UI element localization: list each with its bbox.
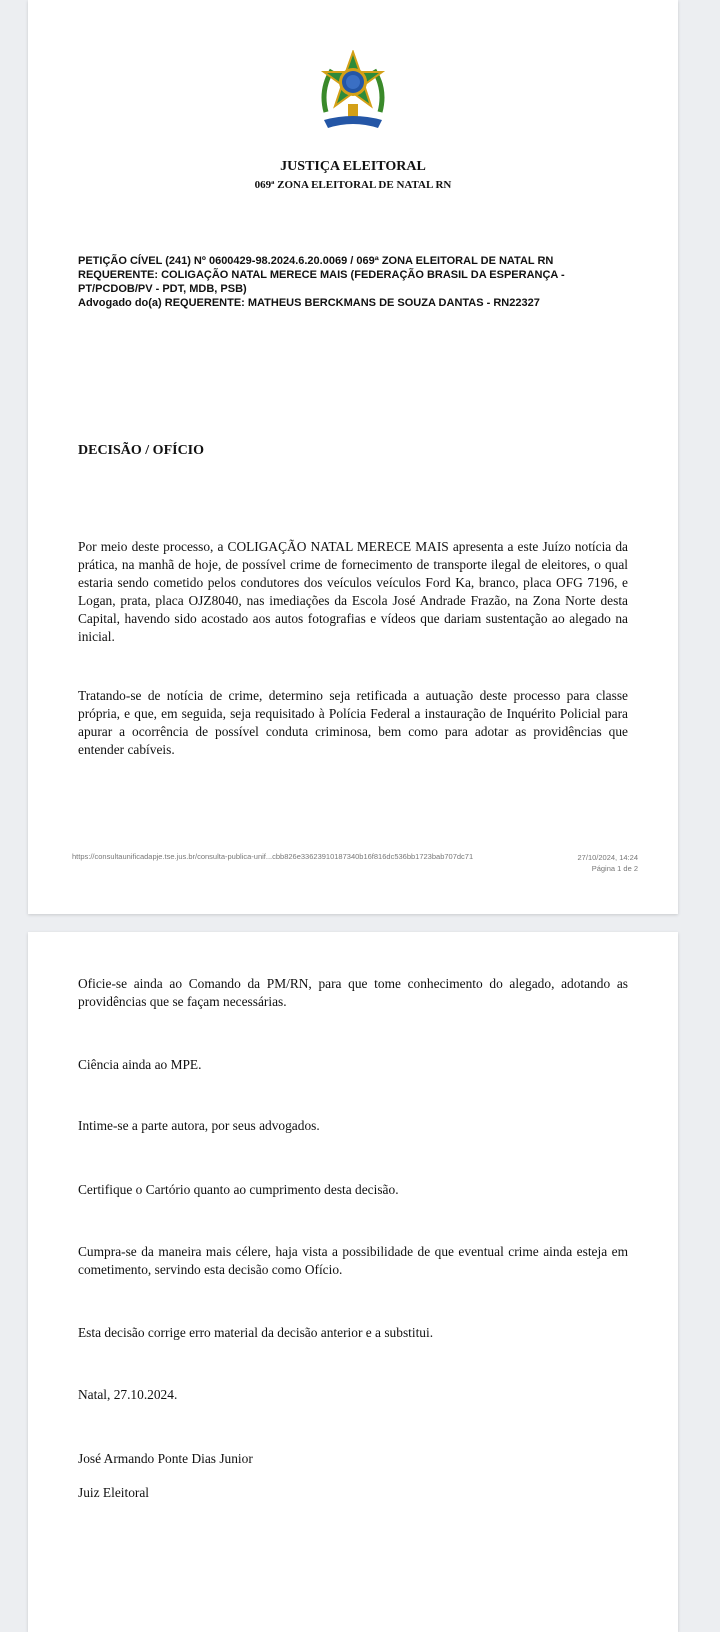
brazil-coat-of-arms-icon: [318, 50, 388, 134]
paragraph: Ciência ainda ao MPE.: [78, 1057, 202, 1072]
court-heading: [28, 159, 678, 191]
court-name: JUSTIÇA ELEITORAL: [280, 159, 426, 174]
print-datetime: 27/10/2024, 14:24: [577, 853, 638, 862]
requester: REQUERENTE: COLIGAÇÃO NATAL MERECE MAIS (FEDERAÇÃO BRASIL DA ESPERANÇA - PT/PCDOB/PV - PDT, MDB, PSB): [78, 269, 565, 295]
case-header: [78, 254, 638, 310]
paragraph: Por meio deste processo, a COLIGAÇÃO NATAL MERECE MAIS apresenta a este Juízo notícia da prática, na manhã de hoje, de possível crime de fornecimento de transporte ilegal de eleitores, o qual estaria sendo cometido pelos condutores dos veículos veículos Ford Ka, branco, placa OFG 7196, e Logan, prata, placa OJZ8040, nas imediações da Escola José Andrade Frazão, na Zona Norte desta Capital, havendo sido acostado aos autos fotografias e vídeos que dariam sustentação ao alegado na inicial.: [78, 539, 628, 644]
source-url: https://consultaunificadapje.tse.jus.br/consulta-publica-unif...cbb826e33623910187340b16f816dc536bb1723bab707dc71: [72, 852, 474, 861]
paragraph: Tratando-se de notícia de crime, determino seja retificada a autuação deste processo para classe própria, e que, em seguida, seja requisitado à Polícia Federal a instauração de Inquérito Policial para apurar a ocorrência de possível conduta criminosa, bem como para adotar as providências que entender cabíveis.: [78, 688, 628, 757]
document-title: DECISÃO / OFÍCIO: [78, 443, 205, 458]
signature-date: Natal, 27.10.2024.: [78, 1387, 178, 1402]
document-page-1: [28, 0, 678, 914]
judge-title: Juiz Eleitoral: [78, 1485, 150, 1500]
document-page-2: [28, 932, 678, 1632]
case-number: PETIÇÃO CÍVEL (241) Nº 0600429-98.2024.6.20.0069 / 069ª ZONA ELEITORAL DE NATAL RN: [78, 255, 554, 267]
paragraph: Oficie-se ainda ao Comando da PM/RN, para que tome conhecimento do alegado, adotando as providências que se façam necessárias.: [78, 976, 628, 1009]
paragraph: Intime-se a parte autora, por seus advogados.: [78, 1118, 320, 1133]
paragraph: Esta decisão corrige erro material da decisão anterior e a substitui.: [78, 1325, 434, 1340]
judge-name: José Armando Ponte Dias Junior: [78, 1451, 253, 1466]
paragraph: Cumpra-se da maneira mais célere, haja vista a possibilidade de que eventual crime ainda esteja em cometimento, servindo esta decisão como Ofício.: [78, 1244, 628, 1277]
paragraph: Certifique o Cartório quanto ao cumprimento desta decisão.: [78, 1182, 399, 1197]
lawyer: Advogado do(a) REQUERENTE: MATHEUS BERCKMANS DE SOUZA DANTAS - RN22327: [78, 297, 540, 309]
page-number: Página 1 de 2: [591, 864, 638, 873]
electoral-zone: 069ª ZONA ELEITORAL DE NATAL RN: [254, 179, 452, 191]
